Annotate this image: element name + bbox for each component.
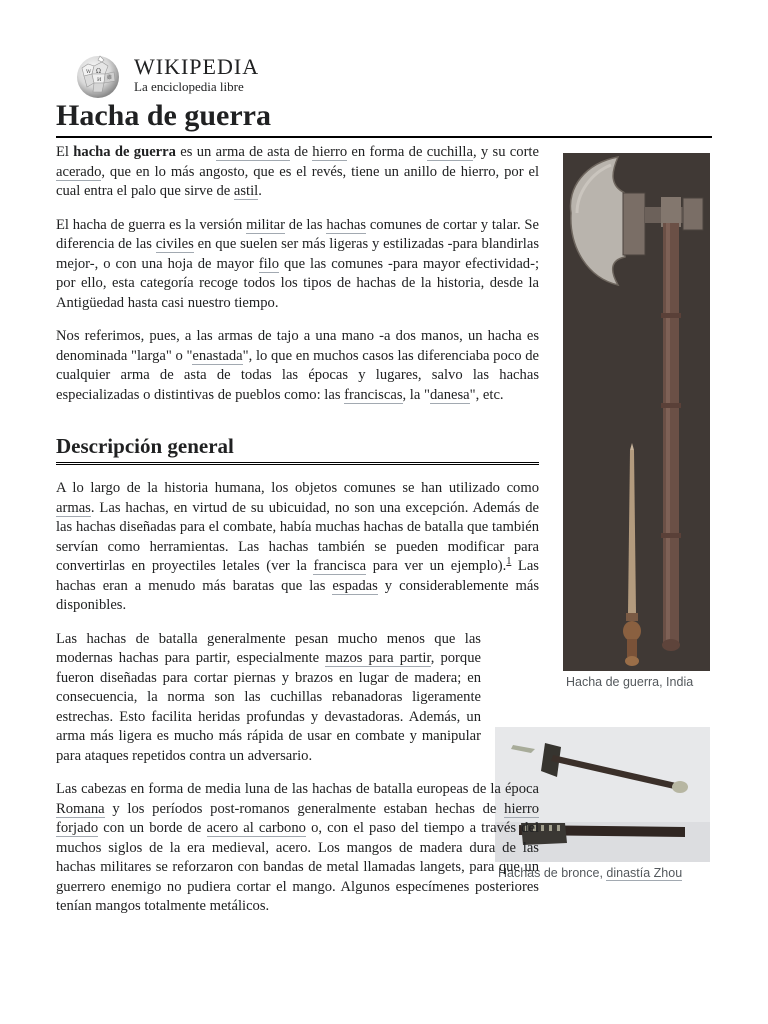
text: con un borde de [98,820,207,836]
text: para ver un ejemplo). [366,558,507,574]
svg-text:И: И [97,77,102,83]
link-acerado[interactable]: acerado [56,163,102,180]
text: Las cabezas en forma de media luna de las hachas de batalla europeas de la época [56,781,539,797]
text: , y su corte [472,144,539,160]
text: , que en lo más angosto, que es el revés, tiene un anillo de hierro, por el cual entra el palo que sirve de [56,163,539,199]
text: en forma de [347,144,427,160]
text: Las hachas eran a menudo más baratas que las [56,558,539,594]
war-axe-india-image[interactable] [563,153,710,671]
svg-text:維: 維 [107,75,113,81]
link-cuchilla[interactable]: cuchilla [426,144,473,160]
wikipedia-globe-logo[interactable] [74,52,122,100]
link-arma-de-asta[interactable]: arma de asta [215,144,290,160]
text: Las hachas de batalla generalmente pesan mucho menos que las modernas hachas para partir, especialmente [56,630,481,666]
text: que las comunes -para mayor efectividad-; por ello, esta categoría recoge todos los tipos de hachas de la historia, desde la Antigüedad hasta casi nuestro tiempo. [56,255,540,311]
text: es un [175,144,216,160]
text: comunes de cortar y talar. Se diferencia de las [56,216,540,252]
svg-text:Ω: Ω [96,68,101,75]
paragraph-intro [56,143,539,202]
link-armas[interactable]: armas [56,499,91,516]
link-hierro[interactable]: hierro [312,144,348,160]
wikipedia-wordmark[interactable] [134,55,259,94]
figure-caption-war-axe: Hacha de guerra, India [566,675,694,689]
text: Nos referimos, pues, a las armas de tajo a una mano -a dos manos, un hacha es denominada "larga" o " [56,328,539,364]
text: o, con el paso del tiempo a través del muchos siglos de la era medieval, acero. Los mangos de madera dura de las hachas militares se reforzaron con bandas de metal llamadas langets, para que un guerrero enemigo no pudiera cortar el mango. Algunos especímenes posteriores tenían mangos totalmente metálicos. [56,820,539,914]
link-hierro-forjado[interactable]: hierro forjado [56,800,539,836]
text: y los períodos post-romanos generalmente estaban hechas de [104,800,505,817]
paragraph-types [56,327,539,405]
link-romana[interactable]: Romana [56,800,105,817]
link-espadas[interactable]: espadas [332,577,378,594]
link-civiles[interactable]: civiles [155,236,194,252]
text: , la " [402,386,430,403]
page-title: Hacha de guerra [56,98,712,138]
paragraph-materials [56,780,539,917]
float-spacer [493,630,713,770]
link-acero-al-carbono[interactable]: acero al carbono [206,820,306,836]
text: , porque fueron diseñadas para cortar piernas y brazos en lugar de madera; en consecuencia, la norma son las cuchillas rebanadoras ligeramente estrechas. Esto facilita heridas profundas y devastadoras. Además, un arma más ligera es mucho más rápida de usar en combate y manipular para ataques repetidos contra un adversario. [56,650,481,764]
svg-text:W: W [86,69,92,75]
bold-term: hacha de guerra [73,144,176,160]
caption-text: Hachas de bronce, [498,866,607,880]
link-dinastia-zhou[interactable]: dinastía Zhou [606,866,683,880]
text: . [258,183,262,199]
text: ", etc. [469,386,504,403]
section-heading-descripcion: Descripción general [56,433,539,465]
reference-link-1[interactable]: 1 [506,556,512,568]
text: . Las hachas, en virtud de su ubicuidad, no son una excepción. Además de las hachas diseñadas para el combate, había muchas hachas de batalla que también servían como herramientas. Las hachas también se pueden modificar para convertirlas en proyectiles letales (ver la [56,499,539,574]
link-danesa[interactable]: danesa [429,386,470,403]
link-enastada[interactable]: enastada [192,347,243,364]
text: de [289,144,313,160]
link-franciscas[interactable]: franciscas [344,386,403,403]
text: y considerablemente más disponibles. [56,577,539,613]
paragraph-military [56,216,539,314]
link-filo[interactable]: filo [258,255,279,272]
figure-war-axe-india [563,153,710,690]
text: ", lo que en muchos casos las diferenciaba poco de cualquier arma de asta de todas las épocas y lugares, salvo las hachas especializadas o distintivas de pueblos como: las [56,347,540,403]
text: El hacha de guerra es la versión [56,216,247,233]
link-astil[interactable]: astil [233,183,259,199]
wordmark-tagline: La enciclopedia libre [134,79,244,94]
text: en que suelen ser más ligeras y estilizadas -para blandirlas mejor-, o con una hoja de mayor [56,236,540,272]
text: de las [285,216,327,233]
link-francisca[interactable]: francisca [313,558,367,574]
text: El [56,144,74,160]
link-militar[interactable]: militar [246,216,286,233]
article-body [56,143,539,931]
paragraph-history [56,479,539,616]
link-hachas[interactable]: hachas [326,216,367,233]
text: A lo largo de la historia humana, los objetos comunes se han utilizado como [56,480,539,496]
link-mazos-para-partir[interactable]: mazos para partir [325,650,431,666]
wordmark-title: WIKIPEDIA [134,54,260,79]
paragraph-weight [56,630,539,767]
